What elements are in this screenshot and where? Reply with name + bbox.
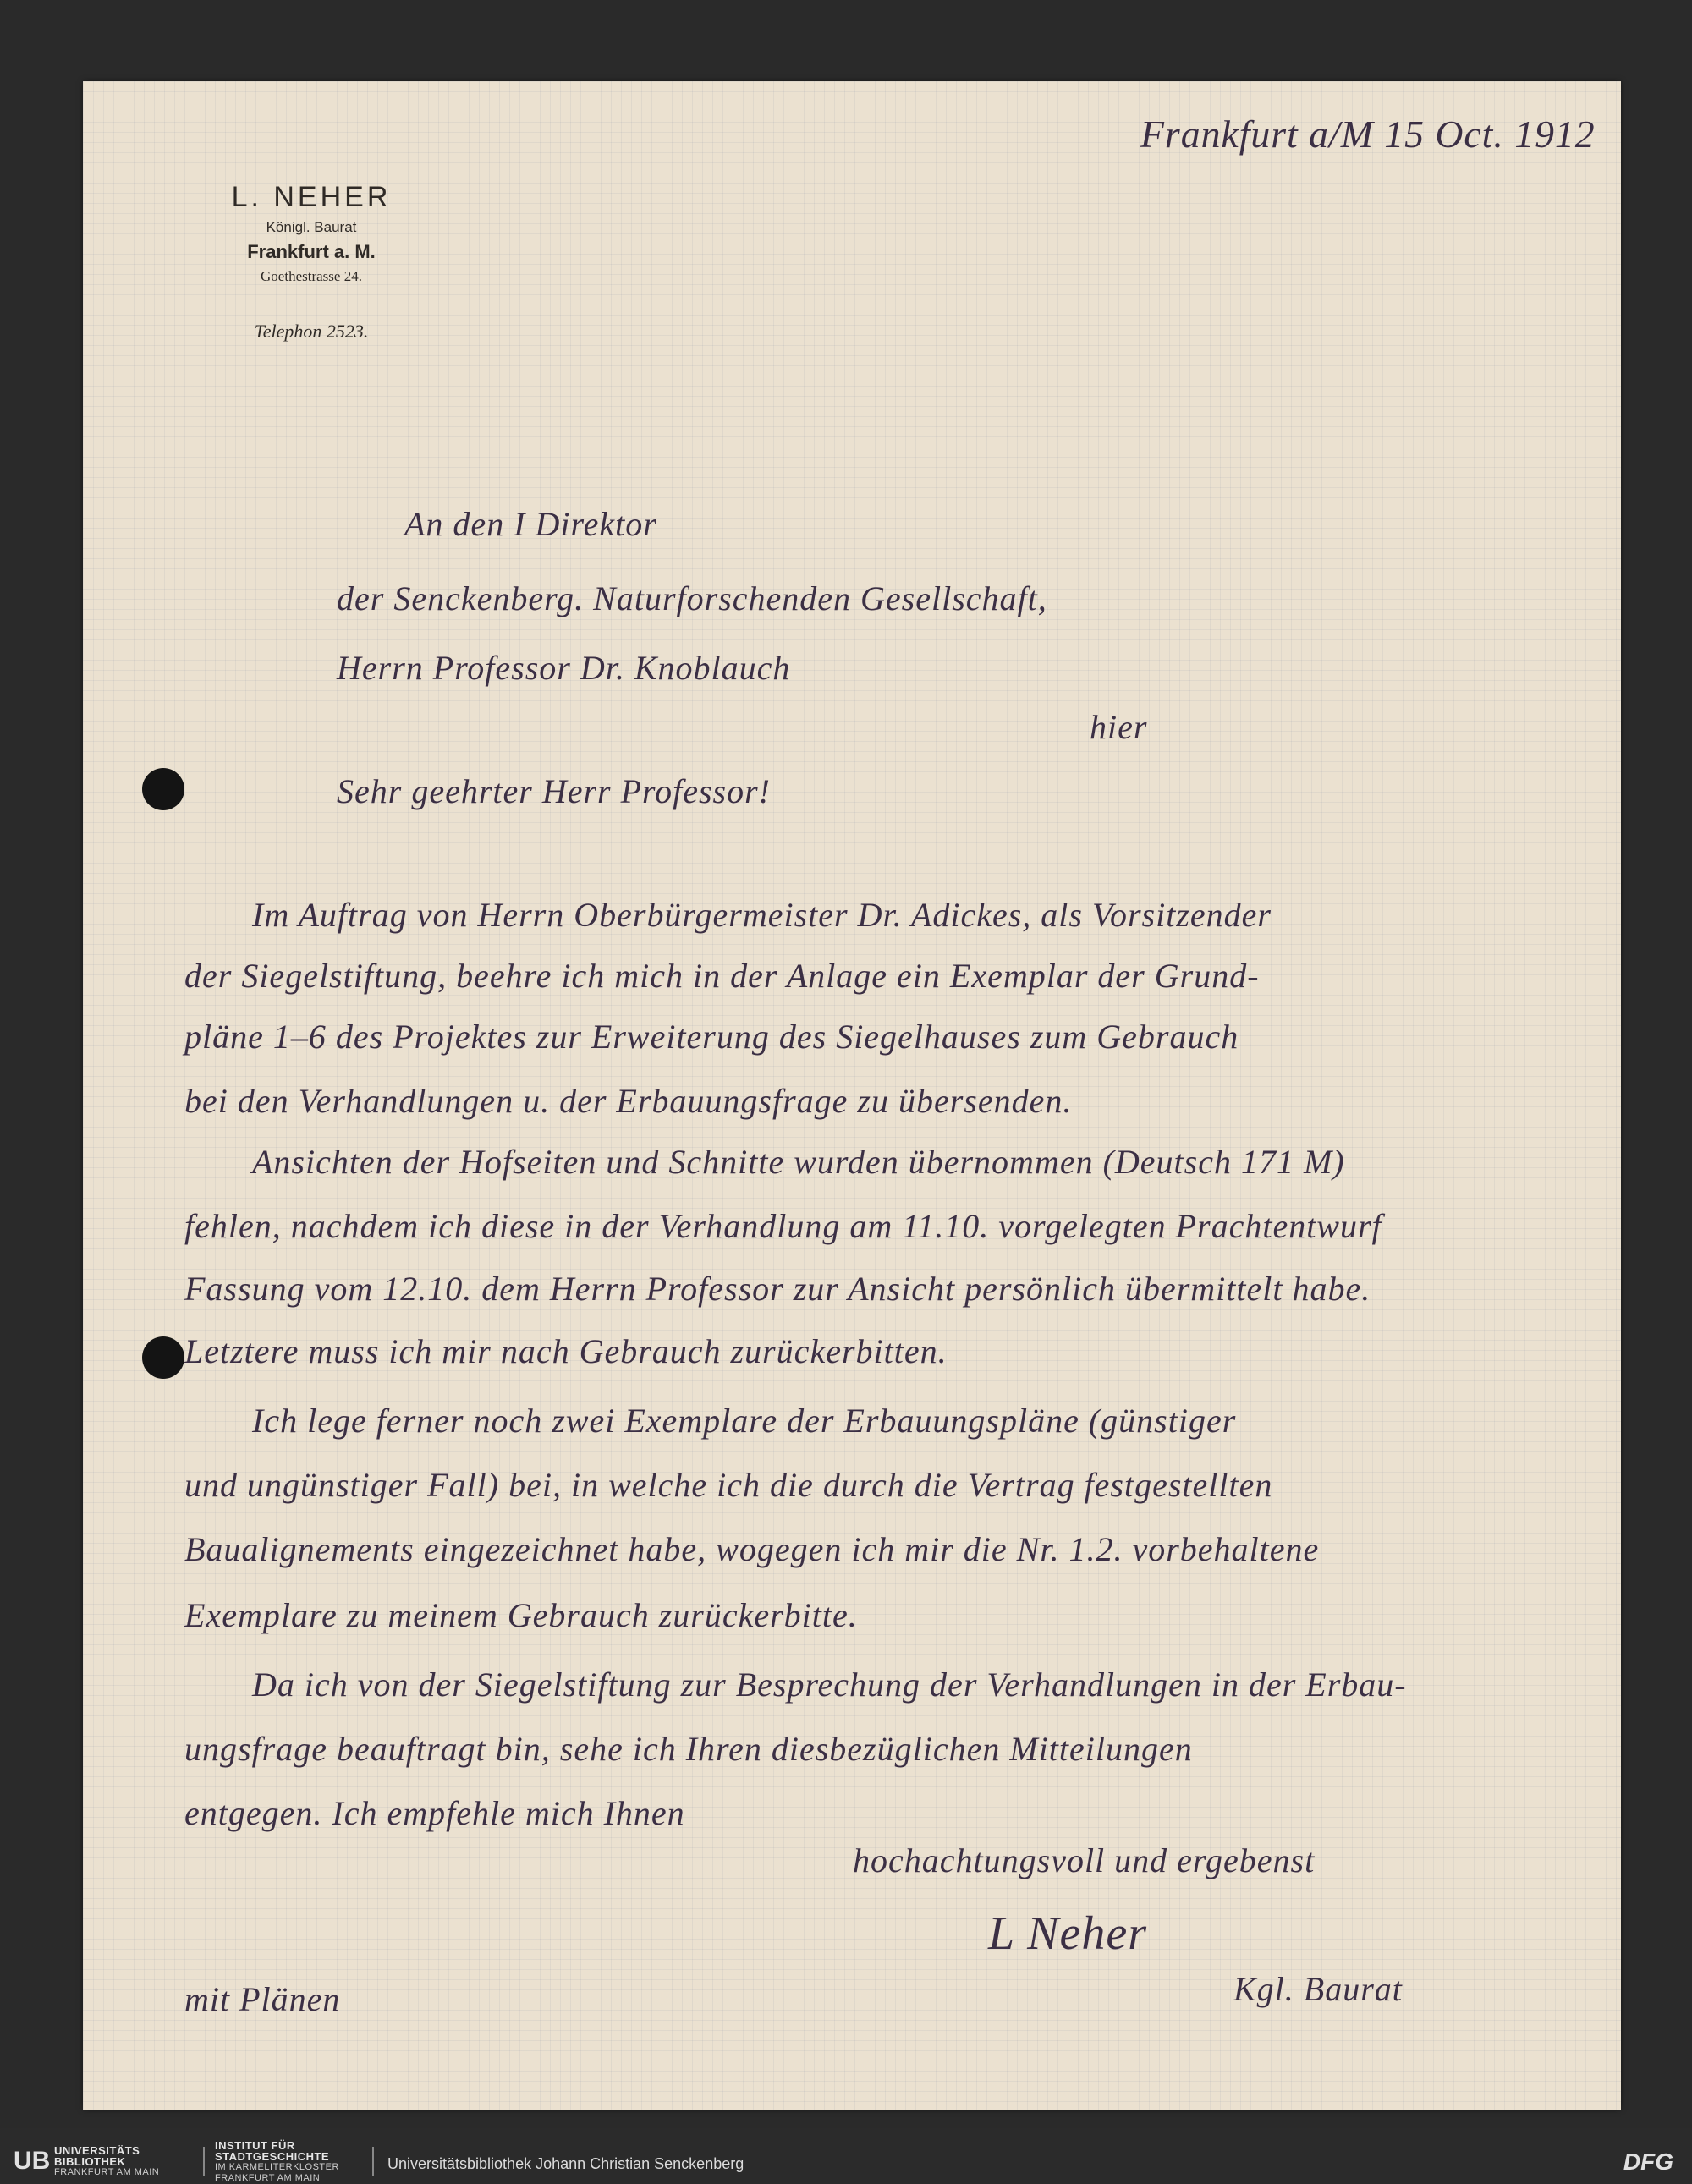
body-line: entgegen. Ich empfehle mich Ihnen [184, 1794, 685, 1832]
ub-name-block [54, 2145, 159, 2178]
body-line: Im Auftrag von Herrn Oberbürgermeister Dr. Adickes, als Vorsitzender [252, 896, 1272, 934]
isg-line: INSTITUT FÜR [215, 2139, 295, 2152]
isg-line: FRANKFURT AM MAIN [215, 2173, 321, 2183]
letterhead [193, 181, 430, 343]
isg-line: STADTGESCHICHTE [215, 2150, 330, 2163]
letterhead-city: Frankfurt a. M. [247, 241, 376, 262]
ub-logo: UB [14, 2147, 51, 2175]
dfg-logo: DFG [1623, 2148, 1673, 2175]
footer-divider [203, 2147, 205, 2176]
footer-divider [372, 2147, 374, 2176]
body-line: bei den Verhandlungen u. der Erbauungsfrage zu übersenden. [184, 1082, 1073, 1120]
letterhead-name: L. NEHER [231, 181, 392, 213]
address-line: hier [1090, 708, 1148, 746]
body-line: und ungünstiger Fall) bei, in welche ich die durch die Vertrag festgestellten [184, 1466, 1273, 1504]
signature-title: Kgl. Baurat [1233, 1970, 1403, 2008]
body-line: der Siegelstiftung, beehre ich mich in der Anlage ein Exemplar der Grund- [184, 957, 1260, 995]
ub-line: UNIVERSITÄTS [54, 2144, 140, 2157]
punch-hole-bottom [142, 1336, 184, 1379]
closing: hochachtungsvoll und ergebenst [853, 1841, 1316, 1879]
signature: L Neher [988, 1907, 1147, 1960]
footer-caption: Universitätsbibliothek Johann Christian Senckenberg [387, 2155, 744, 2172]
body-line: Baualignements eingezeichnet habe, wogegen ich mir die Nr. 1.2. vorbehaltene [184, 1530, 1320, 1568]
body-line: Exemplare zu meinem Gebrauch zurückerbitte. [184, 1596, 858, 1634]
letterhead-street: Goethestrasse 24. [261, 268, 362, 284]
address-line: Herrn Professor Dr. Knoblauch [337, 649, 791, 687]
letterhead-title: Königl. Baurat [266, 219, 357, 235]
body-line: ungsfrage beauftragt bin, sehe ich Ihren diesbezüglichen Mitteilungen [184, 1730, 1193, 1768]
salutation: Sehr geehrter Herr Professor! [337, 772, 772, 810]
body-line: Da ich von der Siegelstiftung zur Besprechung der Verhandlungen in der Erbau- [252, 1665, 1407, 1704]
isg-name-block [215, 2140, 339, 2184]
letter-sheet [83, 81, 1621, 2110]
ub-line: FRANKFURT AM MAIN [54, 2167, 160, 2177]
body-line: Ich lege ferner noch zwei Exemplare der Erbauungspläne (günstiger [252, 1402, 1237, 1440]
body-line: fehlen, nachdem ich diese in der Verhandlung am 11.10. vorgelegten Prachtentwurf [184, 1207, 1382, 1245]
body-line: Letztere muss ich mir nach Gebrauch zurückerbitten. [184, 1332, 948, 1370]
letter-date: Frankfurt a/M 15 Oct. 1912 [1140, 112, 1596, 156]
body-line: Fassung vom 12.10. dem Herrn Professor zur Ansicht persönlich übermittelt habe. [184, 1270, 1371, 1308]
letterhead-phone: Telephon 2523. [254, 321, 369, 342]
footer-bar [0, 2128, 1692, 2184]
enclosure-note: mit Plänen [184, 1980, 341, 2018]
punch-hole-top [142, 768, 184, 810]
isg-line: IM KARMELITERKLOSTER [215, 2162, 339, 2172]
ub-line: BIBLIOTHEK [54, 2155, 126, 2168]
body-line: Ansichten der Hofseiten und Schnitte wurden übernommen (Deutsch 171 M) [252, 1143, 1345, 1181]
address-line: der Senckenberg. Naturforschenden Gesellschaft, [337, 579, 1047, 617]
address-line: An den I Direktor [404, 505, 657, 543]
body-line: pläne 1–6 des Projektes zur Erweiterung des Siegelhauses zum Gebrauch [184, 1018, 1239, 1056]
